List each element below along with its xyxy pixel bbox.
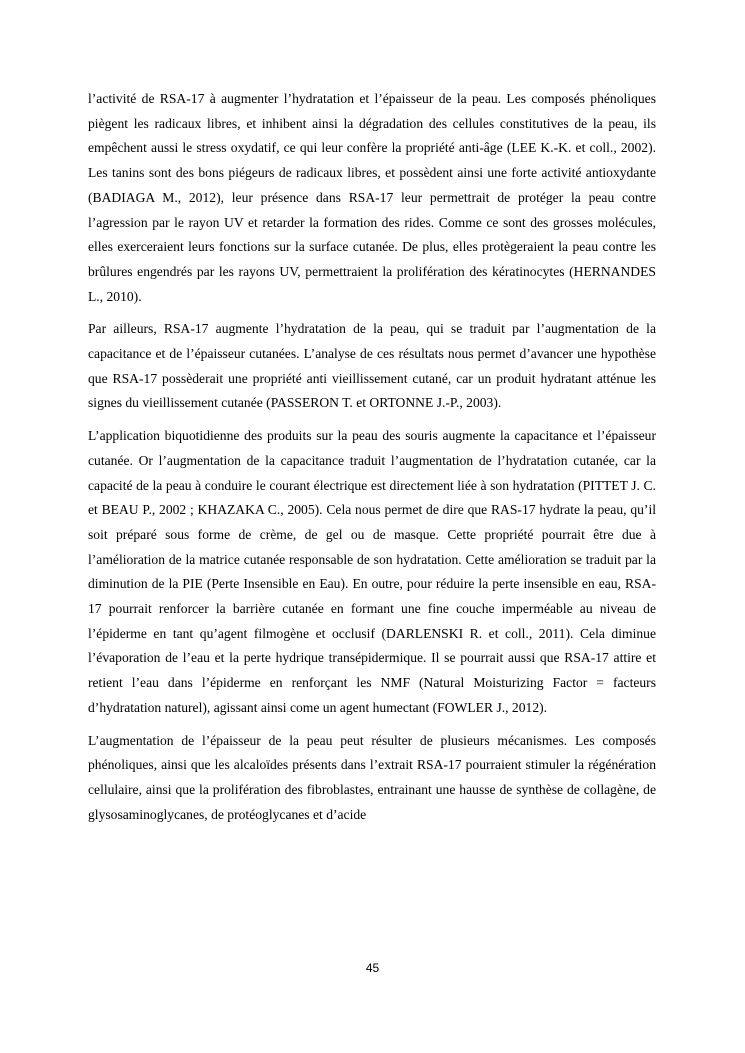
body-text: [88, 87, 656, 835]
paragraph-1: l’activité de RSA-17 à augmenter l’hydratation et l’épaisseur de la peau. Les composés phénoliques piègent les radicaux libres, et inhibent ainsi la dégradation des cellules constitutives de la peau, ils empêchent aussi le stress oxydatif, ce qui leur confère la propriété anti-âge (LEE K.-K. et coll., 2002). Les tanins sont des bons piégeurs de radicaux libres, et possèdent ainsi une forte activité antioxydante (BADIAGA M., 2012), leur présence dans RSA-17 leur permettrait de protéger la peau contre l’agression par le rayon UV et retarder la formation des rides. Comme ce sont des grosses molécules, elles exerceraient leurs fonctions sur la surface cutanée. De plus, elles protègeraient la peau contre les brûlures engendrés par les rayons UV, permettraient la prolifération des kératinocytes (HERNANDES L., 2010).: [88, 91, 656, 304]
paragraph-3: L’application biquotidienne des produits sur la peau des souris augmente la capacitance et l’épaisseur cutanée. Or l’augmentation de la capacitance traduit l’augmentation de l’hydratation cutanée, car la capacité de la peau à conduire le courant électrique est directement liée à son hydratation (PITTET J. C. et BEAU P., 2002 ; KHAZAKA C., 2005). Cela nous permet de dire que RAS-17 hydrate la peau, qu’il soit préparé sous forme de crème, de gel ou de masque. Cette propriété pourrait être due à l’amélioration de la matrice cutanée responsable de son hydratation. Cette amélioration se traduit par la diminution de la PIE (Perte Insensible en Eau). En outre, pour réduire la perte insensible en eau, RSA-17 pourrait renforcer la barrière cutanée en formant une fine couche imperméable au niveau de l’épiderme en tant qu’agent filmogène et occlusif (DARLENSKI R. et coll., 2011). Cela diminue l’évaporation de l’eau et la perte hydrique transépidermique. Il se pourrait aussi que RSA-17 attire et retient l’eau dans l’épiderme en renforçant les NMF (Natural Moisturizing Factor = facteurs d’hydratation naturel), agissant ainsi come un agent humectant (FOWLER J., 2012).: [88, 428, 656, 715]
paragraph-2: Par ailleurs, RSA-17 augmente l’hydratation de la peau, qui se traduit par l’augmentation de la capacitance et de l’épaisseur cutanées. L’analyse de ces résultats nous permet d’avancer une hypothèse que RSA-17 possèderait une propriété anti vieillissement cutané, car un produit hydratant atténue les signes du vieillissement cutanée (PASSERON T. et ORTONNE J.-P., 2003).: [88, 321, 656, 411]
page-number: 45: [365, 961, 380, 975]
paragraph-4: L’augmentation de l’épaisseur de la peau peut résulter de plusieurs mécanismes. Les composés phénoliques, ainsi que les alcaloïdes présents dans l’extrait RSA-17 pourraient stimuler la régénération cellulaire, ainsi que la prolifération des fibroblastes, entrainant une hausse de synthèse de collagène, de glysosaminoglycanes, de protéoglycanes et d’acide: [88, 732, 656, 822]
